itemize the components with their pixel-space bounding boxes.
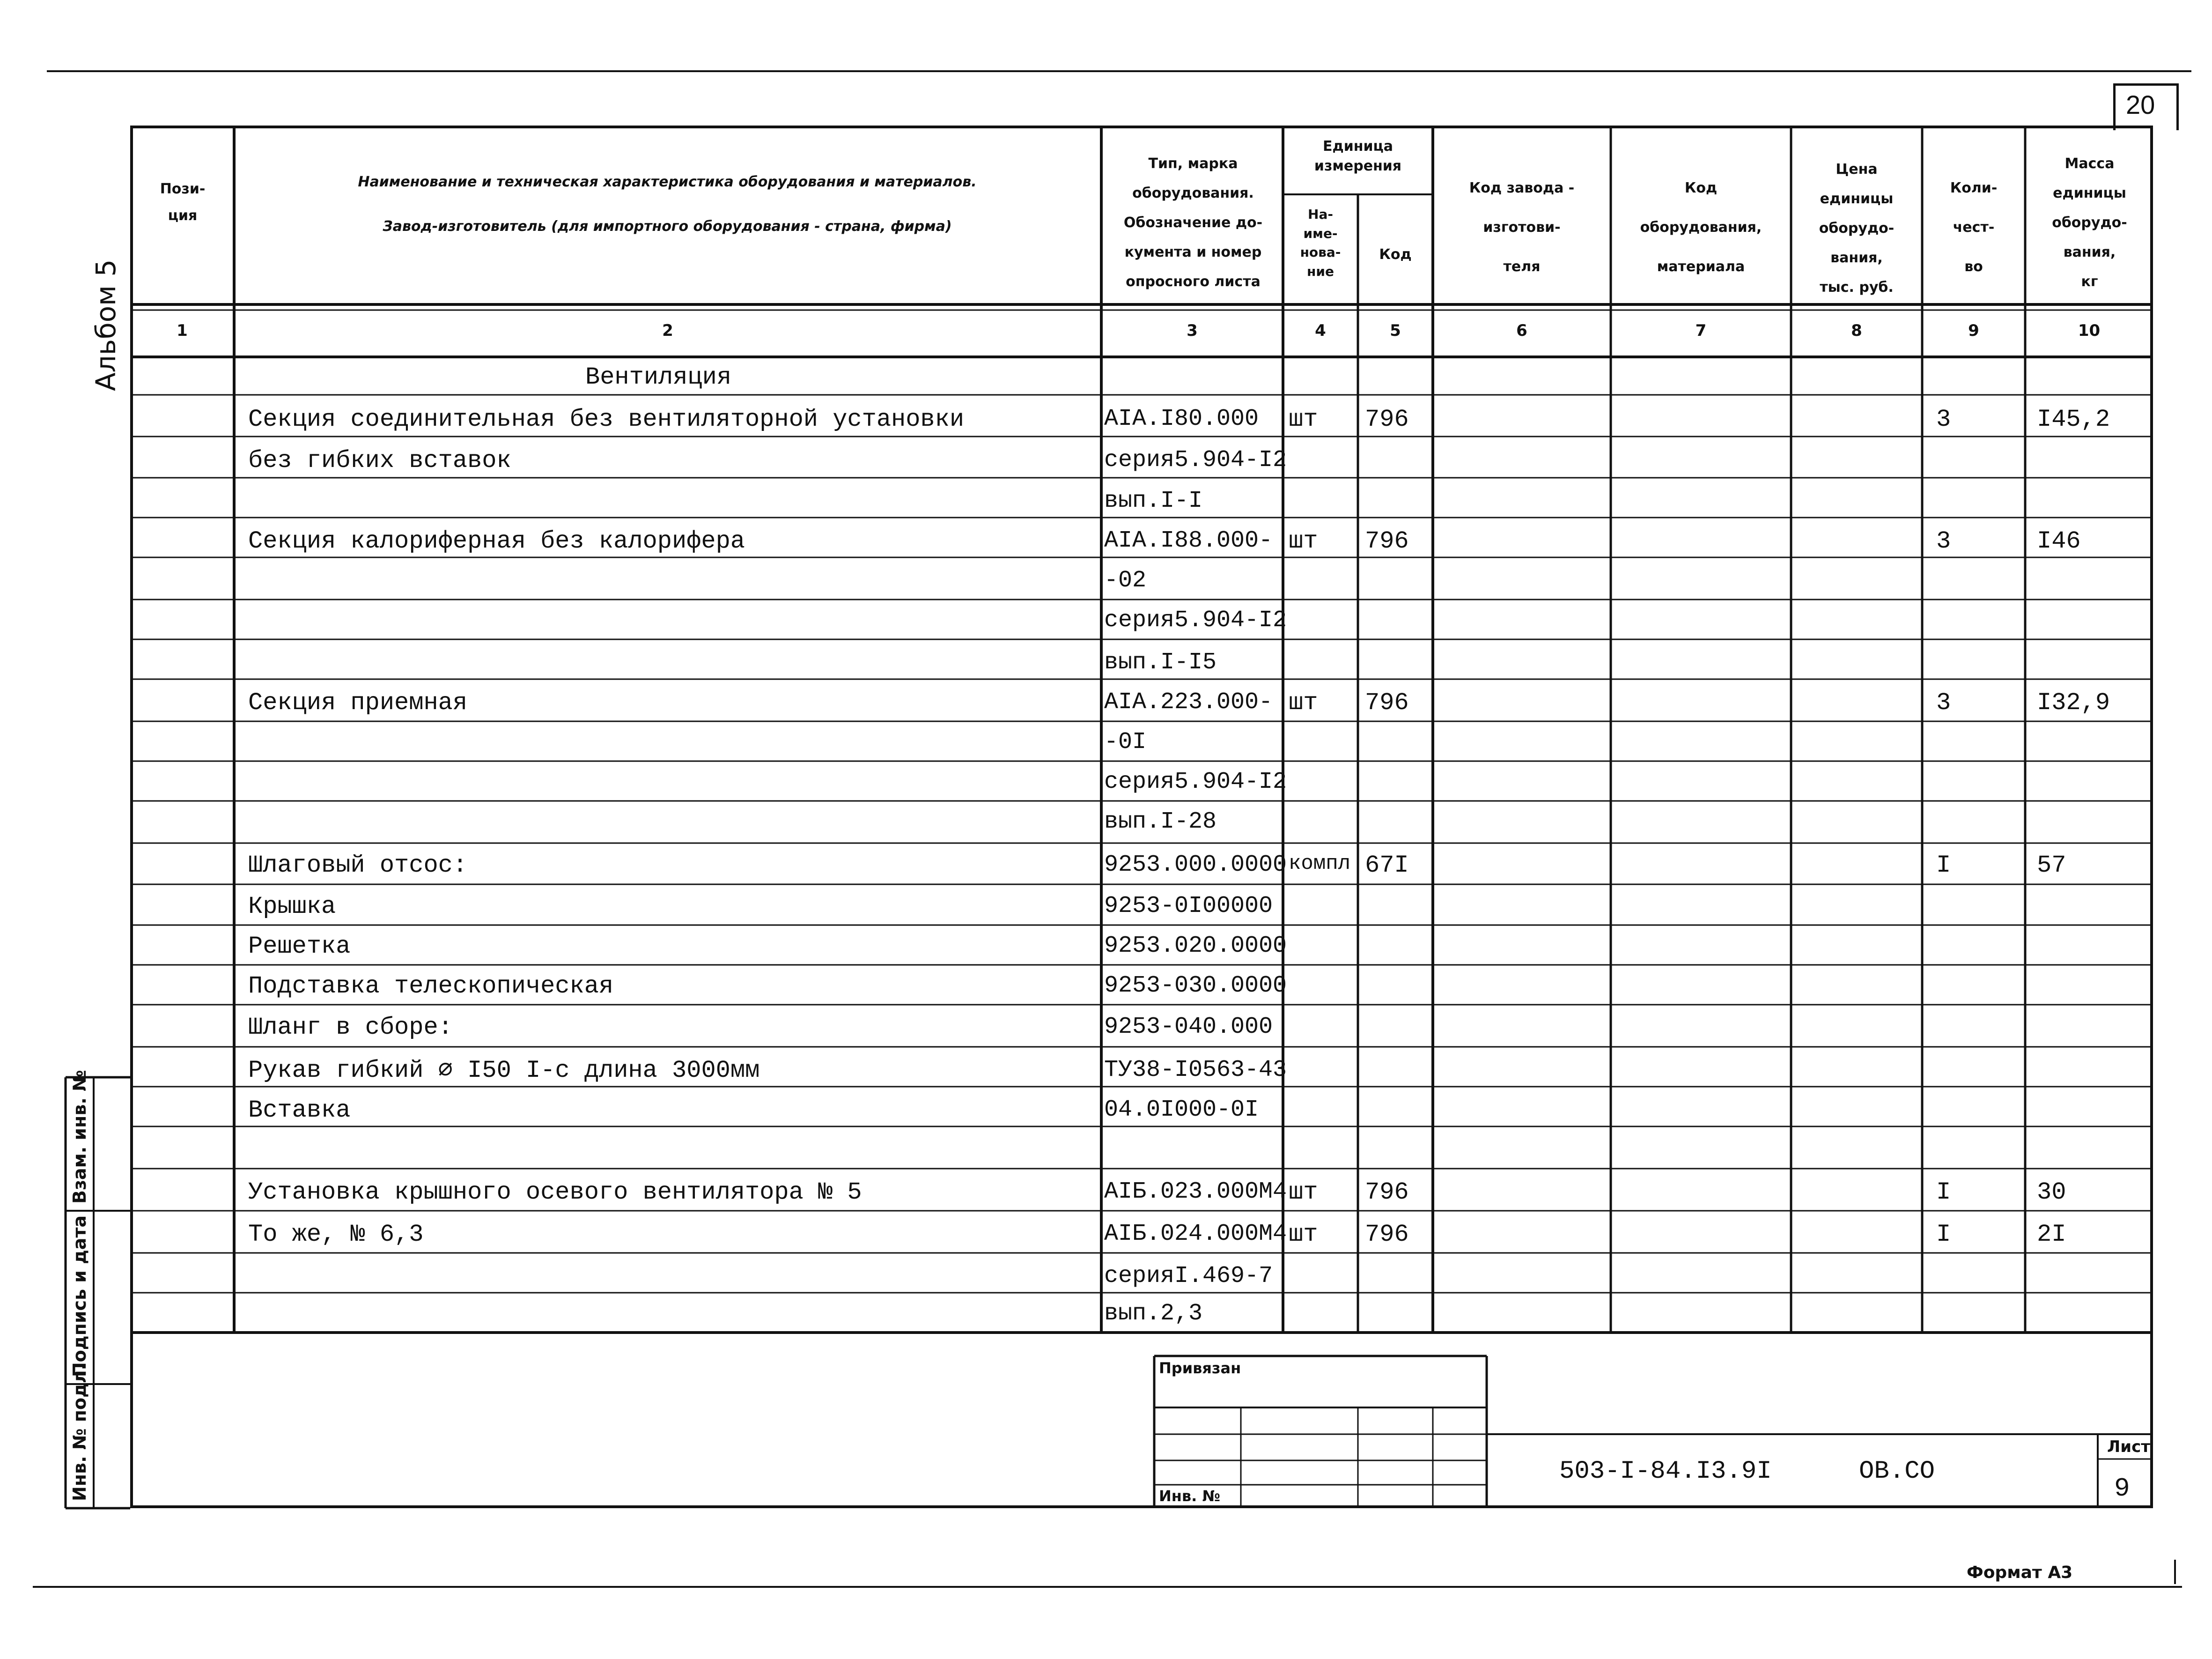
cell-unit: шт [1289,406,1318,433]
cell-type: 9253-030.0000 [1104,972,1287,999]
col-header-unit-name: На- име- нова- ние [1300,207,1341,279]
cell-type: серияI.469-7 [1104,1263,1273,1289]
col-header-position: Пози- ция [160,181,206,224]
cell-mass: 2I [2037,1221,2066,1248]
cell-type: 9253.020.0000 [1104,933,1287,959]
col-header-type: Тип, марка оборудования. Обозначение до- кумента и номер опросного листа [1123,156,1263,290]
cell-type: AIБ.023.000М4 [1104,1178,1287,1205]
tb-sheet-label: Лист [2107,1437,2150,1456]
col-header-factory-code: Код завода - изготови- теля [1469,180,1575,275]
col-number-1: 1 [177,321,188,340]
cell-name: Подставка телескопическая [248,972,614,1000]
cell-type: -0I [1104,729,1147,755]
col-number-6: 6 [1516,321,1527,340]
cell-code: 796 [1365,406,1409,433]
cell-type: вып.I-I [1104,488,1203,514]
cell-unit: шт [1289,527,1318,555]
cell-code: 67I [1365,852,1409,879]
tb-privyazan: Привязан [1159,1359,1241,1377]
cell-quantity: 3 [1936,527,1951,555]
cell-type: 9253.000.0000 [1104,852,1287,878]
cell-quantity: I [1936,1221,1951,1248]
cell-name: Установка крышного осевого вентилятора № 5 [248,1178,862,1206]
cell-name: Секция приемная [248,689,468,717]
cell-mass: I32,9 [2037,689,2110,717]
cell-name: Рукав гибкий ∅ I50 I-с длина 3000мм [248,1057,760,1084]
stamp-vzam: Взам. инв. № [69,1070,90,1204]
cell-type: AIA.I80.000 [1104,406,1259,432]
col-header-price: Цена единицы оборудо- вания, тыс. руб. [1819,161,1895,296]
tb-mark: ОВ.СО [1859,1457,1935,1486]
cell-type: вып.I-I5 [1104,649,1217,676]
cell-type: серия5.904-I2 [1104,769,1287,795]
cell-type: вып.I-28 [1104,808,1217,835]
cell-type: AIA.223.000- [1104,689,1273,716]
cell-name: То же, № 6,3 [248,1221,424,1248]
cell-name: Решетка [248,933,351,960]
col-header-name-line1: Наименование и техническая характеристика оборудования и материалов. [358,174,977,190]
cell-type: 9253-040.000 [1104,1014,1273,1040]
cell-unit: компл [1289,852,1351,875]
col-number-10: 10 [2078,321,2101,340]
stamp-podpis: Подпись и дата [69,1215,90,1377]
col-number-4: 4 [1315,321,1326,340]
cell-mass: 57 [2037,852,2066,879]
col-number-5: 5 [1390,321,1401,340]
tb-inv-no: Инв. № [1159,1487,1220,1505]
cell-code: 796 [1365,1221,1409,1248]
cell-quantity: I [1936,1178,1951,1206]
col-header-quantity: Коли- чест- во [1950,180,1998,275]
cell-quantity: I [1936,852,1951,879]
cell-mass: I46 [2037,527,2081,555]
col-number-9: 9 [1968,321,1979,340]
cell-type: 04.0I000-0I [1104,1096,1259,1123]
col-header-name-line2: Завод-изготовитель (для импортного оборудования - страна, фирма) [383,218,952,235]
cell-name: Шлаговый отсос: [248,852,468,879]
cell-quantity: 3 [1936,406,1951,433]
format-label: Формат А3 [1967,1563,2073,1582]
page-number: 20 [2126,90,2155,119]
col-number-3: 3 [1187,321,1198,340]
stamp-inv-podl: Инв. № подл. [69,1363,90,1501]
cell-mass: I45,2 [2037,406,2110,433]
cell-type: вып.2,3 [1104,1300,1203,1327]
col-number-8: 8 [1851,321,1862,340]
cell-type: ТУ38-I0563-43 [1104,1057,1287,1083]
cell-name: Шланг в сборе: [248,1014,453,1041]
cell-code: 796 [1365,527,1409,555]
cell-name: Крышка [248,893,336,920]
cell-type: AIA.I88.000- [1104,527,1273,554]
cell-type: AIБ.024.000М4 [1104,1221,1287,1247]
col-header-equipment-code: Код оборудования, материала [1640,180,1762,275]
cell-unit: шт [1289,1221,1318,1248]
album-label: Альбом 5 [90,259,122,391]
col-number-7: 7 [1695,321,1707,340]
cell-code: 796 [1365,1178,1409,1206]
col-header-unit-group: Единица измерения [1314,138,1402,174]
cell-type: серия5.904-I2 [1104,607,1287,634]
section-title: Вентиляция [585,363,732,391]
cell-type: 9253-0I00000 [1104,893,1273,919]
cell-mass: 30 [2037,1178,2066,1206]
cell-name: Секция калориферная без калорифера [248,527,745,555]
cell-type: серия5.904-I2 [1104,447,1287,474]
cell-type: -02 [1104,567,1147,594]
col-header-unit-code: Код [1379,246,1412,263]
cell-name: Секция соединительная без вентиляторной установки [248,406,965,433]
cell-unit: шт [1289,689,1318,717]
cell-name: Вставка [248,1096,351,1124]
tb-doc-code: 503-I-84.I3.9I [1559,1457,1772,1486]
col-header-mass: Масса единицы оборудо- вания, кг [2052,156,2127,290]
col-number-2: 2 [662,321,673,340]
cell-code: 796 [1365,689,1409,717]
tb-sheet-no: 9 [2114,1474,2130,1503]
cell-name: без гибких вставок [248,447,511,474]
cell-quantity: 3 [1936,689,1951,717]
cell-unit: шт [1289,1178,1318,1206]
